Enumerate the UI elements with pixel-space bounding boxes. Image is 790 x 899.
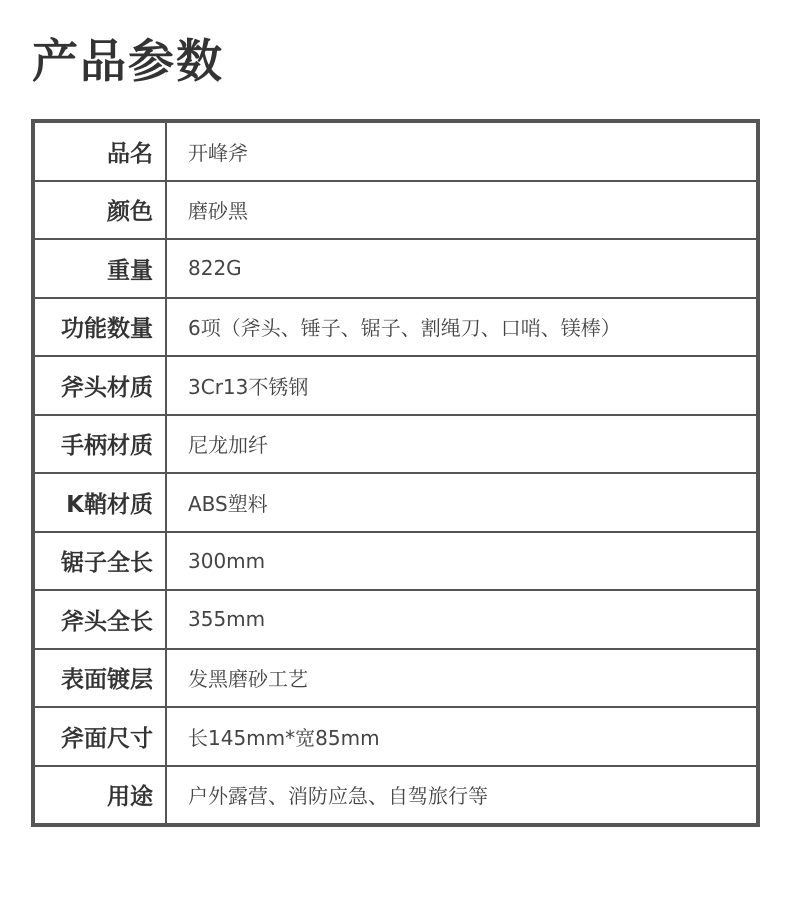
spec-value-functions: 6项（斧头、锤子、锯子、割绳刀、口哨、镁棒） <box>188 316 621 341</box>
page-title: 产品参数 <box>32 34 224 88</box>
spec-label-blade-size: 斧面尺寸 <box>35 708 167 765</box>
spec-label-usage: 用途 <box>35 767 167 824</box>
spec-value-usage: 户外露营、消防应急、自驾旅行等 <box>188 784 488 809</box>
table-row <box>35 650 756 709</box>
spec-table <box>31 119 760 827</box>
spec-label-head-material: 斧头材质 <box>35 357 167 414</box>
spec-value-handle-material: 尼龙加纤 <box>188 433 268 458</box>
table-row <box>35 533 756 592</box>
table-row <box>35 416 756 475</box>
spec-value-name: 开峰斧 <box>188 140 248 165</box>
spec-value-saw-length: 300mm <box>188 548 266 573</box>
spec-label-handle-material: 手柄材质 <box>35 416 167 473</box>
table-row <box>35 591 756 650</box>
table-row <box>35 240 756 299</box>
spec-value-coating: 发黑磨砂工艺 <box>188 667 308 692</box>
spec-value-sheath-material: ABS塑料 <box>188 491 268 516</box>
table-row <box>35 182 756 241</box>
spec-value-head-material: 3Cr13不锈钢 <box>188 374 309 399</box>
spec-value-color: 磨砂黑 <box>188 199 248 224</box>
spec-label-color: 颜色 <box>35 182 167 239</box>
table-row <box>35 767 756 824</box>
spec-label-functions: 功能数量 <box>35 299 167 356</box>
spec-label-saw-length: 锯子全长 <box>35 533 167 590</box>
spec-label-sheath-material: K鞘材质 <box>35 474 167 531</box>
table-row <box>35 123 756 182</box>
spec-value-weight: 822G <box>188 256 242 281</box>
spec-value-axe-length: 355mm <box>188 607 266 632</box>
table-row <box>35 474 756 533</box>
table-row <box>35 357 756 416</box>
table-row <box>35 299 756 358</box>
spec-label-weight: 重量 <box>35 240 167 297</box>
table-row <box>35 708 756 767</box>
spec-label-axe-length: 斧头全长 <box>35 591 167 648</box>
spec-value-blade-size: 长145mm*宽85mm <box>188 725 380 750</box>
spec-label-name: 品名 <box>35 123 167 180</box>
spec-label-coating: 表面镀层 <box>35 650 167 707</box>
